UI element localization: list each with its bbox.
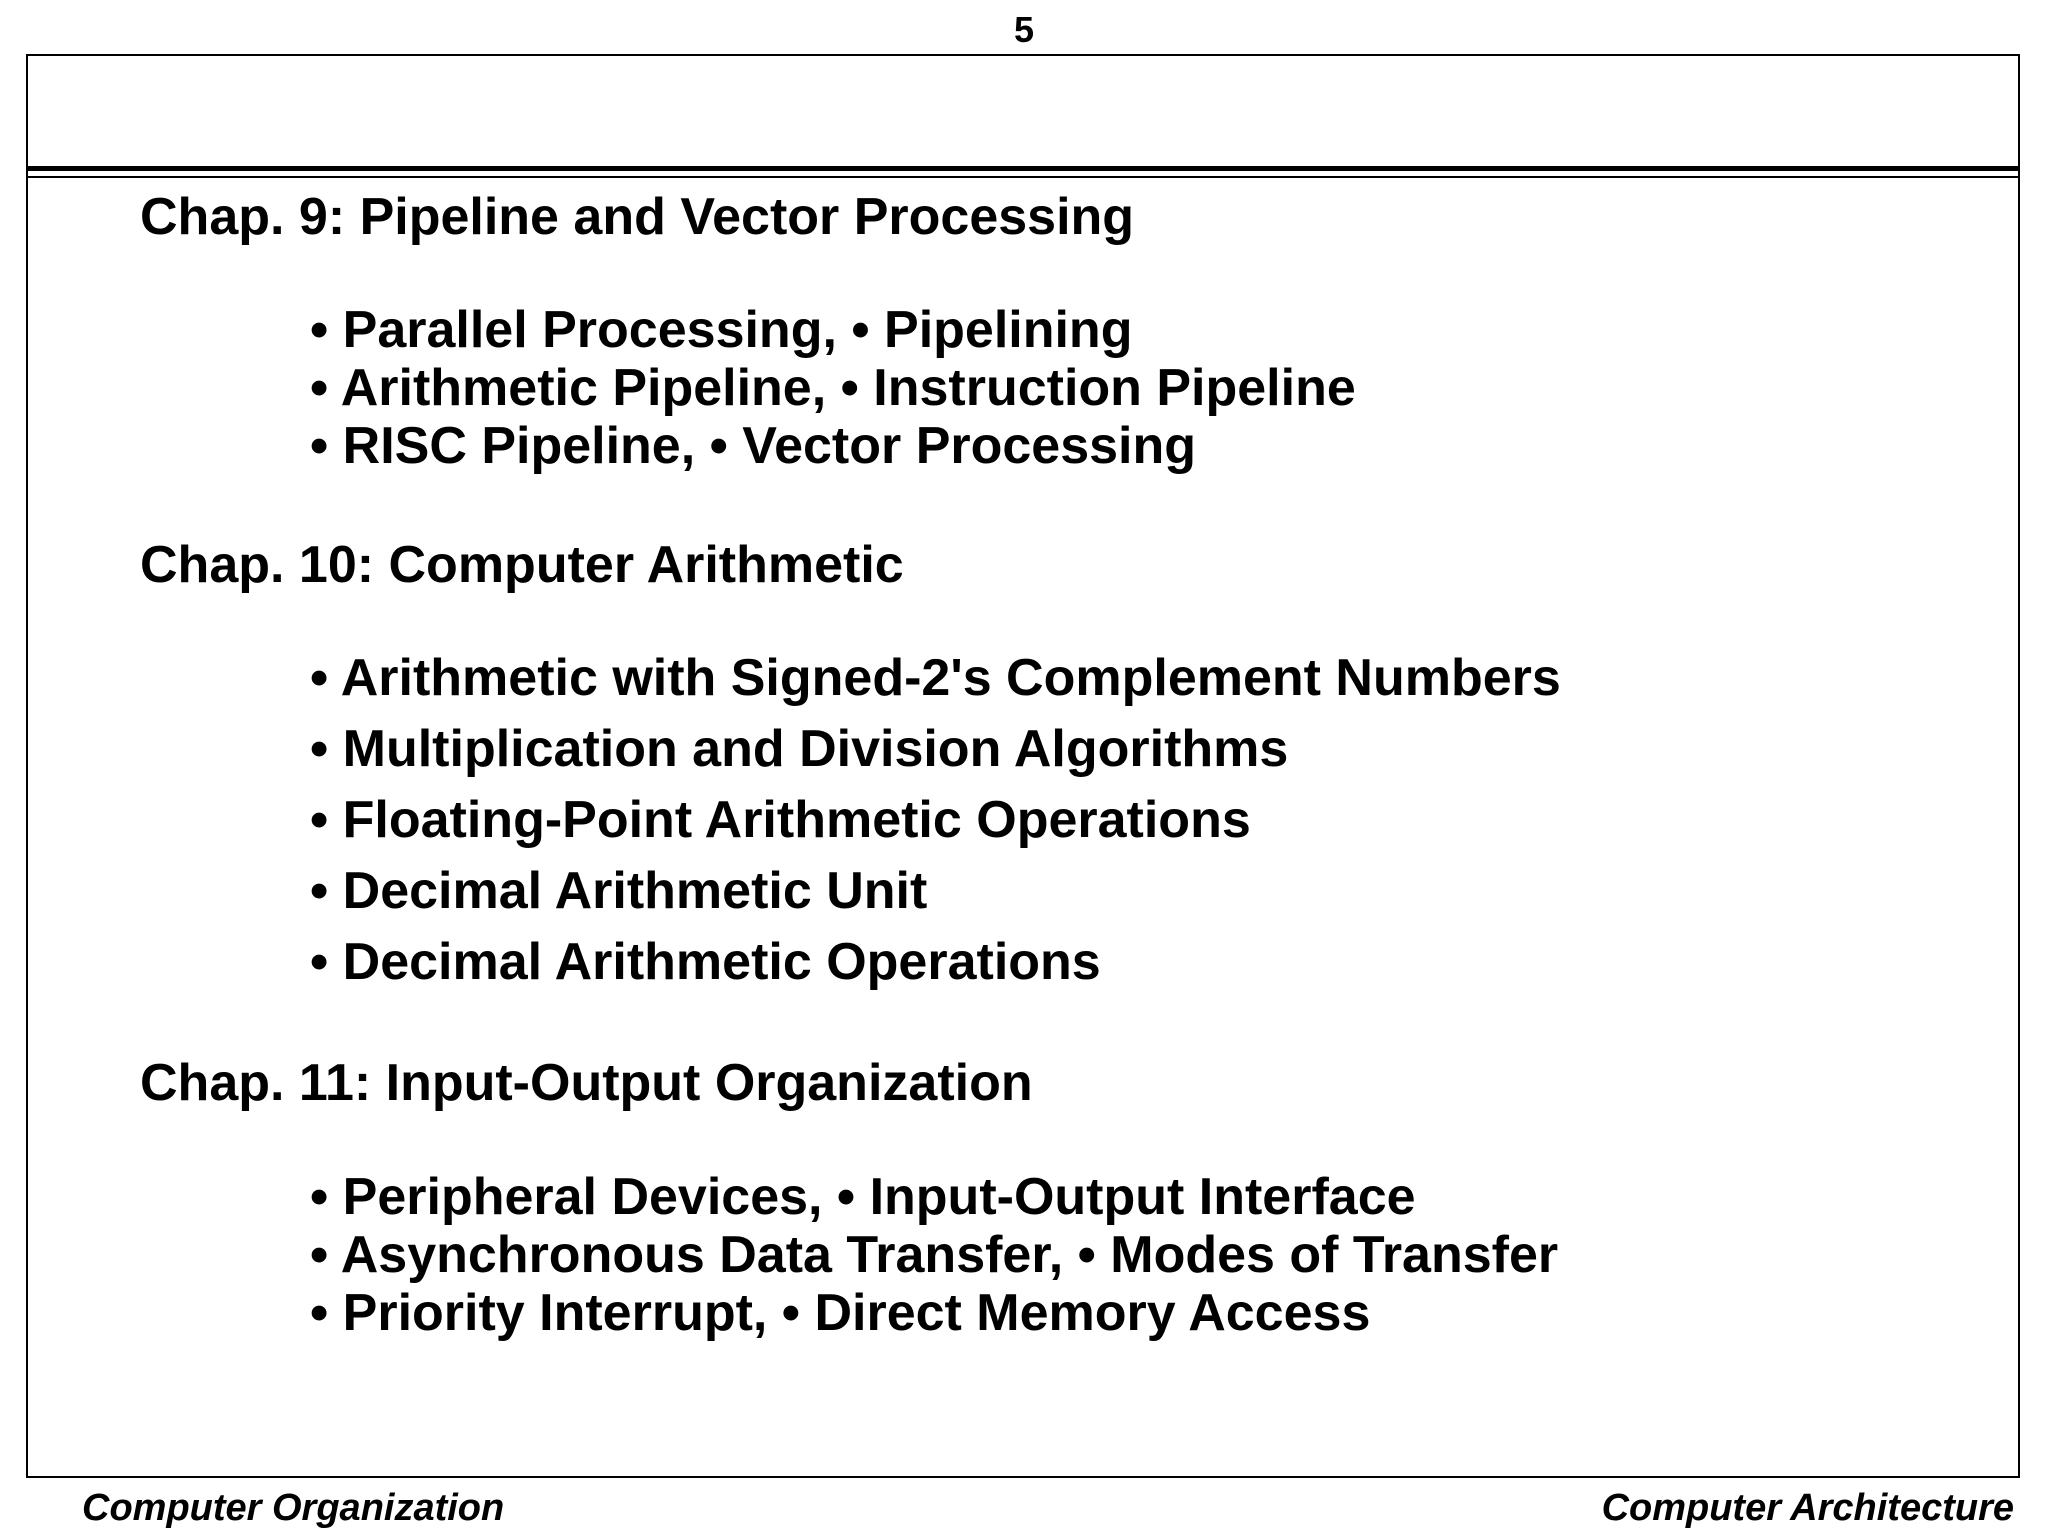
list-item: • Decimal Arithmetic Operations [310,933,1101,991]
list-item: • Decimal Arithmetic Unit [310,862,928,920]
chapter-11-title: Chap. 11: Input-Output Organization [140,1054,1033,1112]
footer-left: Computer Organization [82,1487,505,1529]
list-item: • Arithmetic Pipeline, • Instruction Pipeline [310,359,1356,417]
header-rule-thick [26,166,2020,171]
page-number: 5 [1013,9,1035,50]
list-item: • Multiplication and Division Algorithms [310,720,1289,778]
footer-right: Computer Architecture [1601,1487,2014,1529]
list-item: • Asynchronous Data Transfer, • Modes of Transfer [310,1226,1559,1284]
chapter-9-title: Chap. 9: Pipeline and Vector Processing [140,188,1135,246]
chapter-9-list [310,301,1561,475]
chapter-10-title: Chap. 10: Computer Arithmetic [140,536,904,594]
chapter-11-list [310,1168,1561,1342]
slide-content [140,186,1561,1342]
chapter-10-list [310,643,1561,998]
header-rule-thin [26,176,2020,178]
list-item: • Peripheral Devices, • Input-Output Interface [310,1168,1416,1226]
list-item: • Parallel Processing, • Pipelining [310,301,1133,359]
list-item: • Priority Interrupt, • Direct Memory Access [310,1284,1371,1342]
list-item: • RISC Pipeline, • Vector Processing [310,417,1197,475]
list-item: • Arithmetic with Signed-2's Complement Numbers [310,649,1561,707]
list-item: • Floating-Point Arithmetic Operations [310,791,1251,849]
